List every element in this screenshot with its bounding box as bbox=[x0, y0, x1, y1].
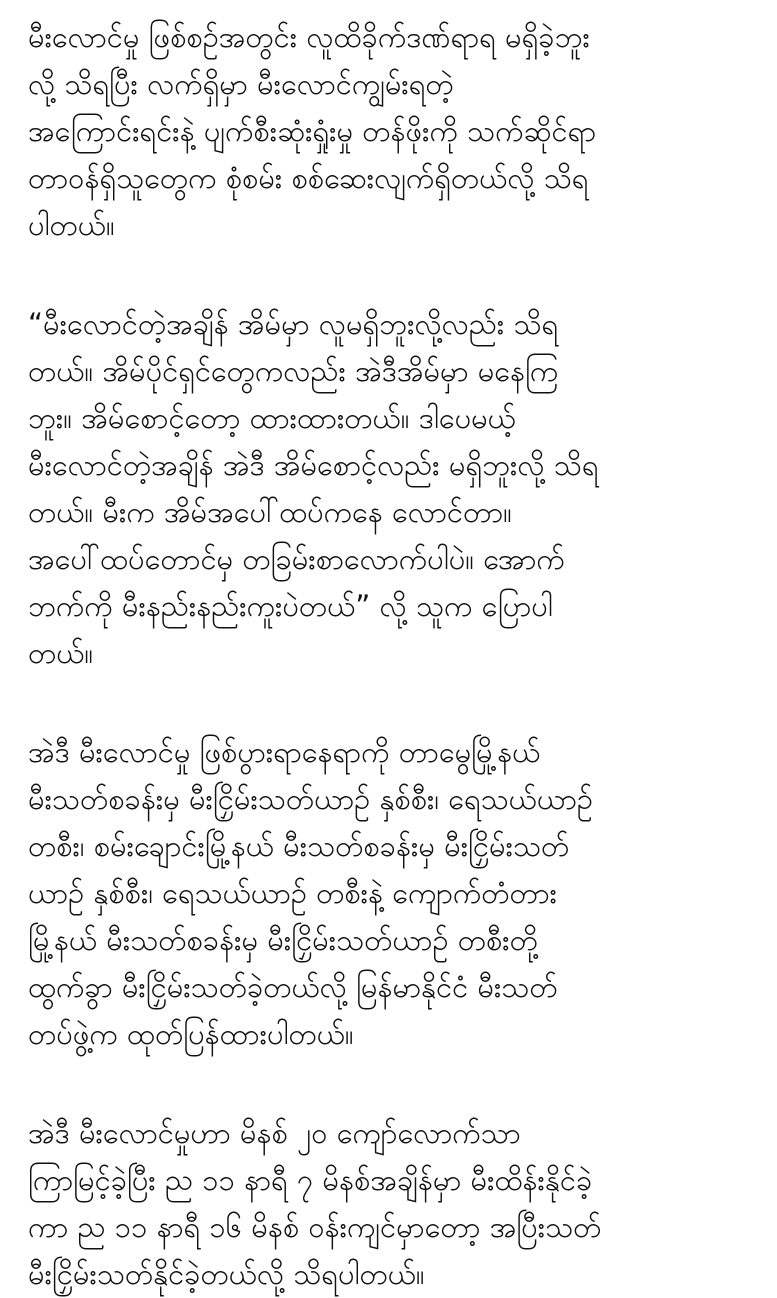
text-line: ကာ ည ၁၁ နာရီ ၁၆ မိနစ် ဝန်းကျင်မှာတော့ အပြီးသတ် bbox=[28, 1210, 602, 1244]
text-line: ပါတယ်။ bbox=[28, 208, 115, 242]
text-line: ဘူး။ အိမ်စောင့်တော့ ထားထားတယ်။ ဒါပေမယ့် bbox=[28, 401, 516, 435]
text-line: အဲဒီ မီးလောင်မှုဟာ မိနစ် ၂၀ ကျော်လောက်သာ bbox=[28, 1116, 521, 1150]
text-line: “မီးလောင်တဲ့အချိန် အိမ်မှာ လူမရှိဘူးလို့လည်း သိရ bbox=[28, 307, 559, 341]
text-line: အကြောင်းရင်းနဲ့ ပျက်စီးဆုံးရှုံးမှု တန်ဖိုးကို သက်ဆိုင်ရာ bbox=[28, 114, 597, 148]
paragraph bbox=[28, 1110, 747, 1298]
text-line: တစီး၊ စမ်းချောင်းမြို့နယ် မီးသတ်စခန်းမှ မီးငြှိမ်းသတ် bbox=[28, 829, 570, 863]
text-line: တယ်။ အိမ်ပိုင်ရှင်တွေကလည်း အဲဒီအိမ်မှာ မနေကြ bbox=[28, 354, 559, 388]
text-line: တယ်။ မီးက အိမ်အပေါ်ထပ်ကနေ လောင်တာ။ bbox=[28, 495, 512, 529]
text-line: မြို့နယ် မီးသတ်စခန်းမှ မီးငြှိမ်းသတ်ယာဉ် တစီးတို့ bbox=[28, 923, 538, 957]
text-line: မီးငြှိမ်းသတ်နိုင်ခဲ့တယ်လို့ သိရပါတယ်။ bbox=[28, 1257, 425, 1291]
text-line: မီးလောင်မှု ဖြစ်စဉ်အတွင်း လူထိခိုက်ဒဏ်ရာရ မရှိခဲ့ဘူး bbox=[28, 20, 590, 54]
text-line: ထွက်ခွာ မီးငြှိမ်းသတ်ခဲ့တယ်လို့ မြန်မာနိုင်ငံ မီးသတ် bbox=[28, 970, 558, 1004]
text-line: ယာဉ် နှစ်စီး၊ ရေသယ်ယာဉ် တစီးနဲ့ ကျောက်တံတား bbox=[28, 876, 558, 910]
text-line: ဘက်ကို မီးနည်းနည်းကူးပဲတယ်” လို့ သူက ပြောပါ bbox=[28, 589, 553, 623]
text-line: တပ်ဖွဲ့က ထုတ်ပြန်ထားပါတယ်။ bbox=[28, 1017, 354, 1051]
text-line: တာဝန်ရှိသူတွေက စုံစမ်း စစ်ဆေးလျက်ရှိတယ်လို့ သိရ bbox=[28, 161, 589, 195]
paragraph bbox=[28, 14, 747, 249]
paragraph bbox=[28, 729, 747, 1058]
paragraph bbox=[28, 301, 747, 677]
text-line: ကြာမြင့်ခဲ့ပြီး ည ၁၁ နာရီ ၇ မိနစ်အချိန်မှာ မီးထိန်းနိုင်ခဲ့ bbox=[28, 1163, 593, 1197]
text-line: မီးသတ်စခန်းမှ မီးငြှိမ်းသတ်ယာဉ် နှစ်စီး၊ ရေသယ်ယာဉ် bbox=[28, 782, 593, 816]
text-line: အဲဒီ မီးလောင်မှု ဖြစ်ပွားရာနေရာကို တာမွေမြို့နယ် bbox=[28, 735, 541, 769]
text-line: တယ်။ bbox=[28, 636, 94, 670]
text-line: လို့ သိရပြီး လက်ရှိမှာ မီးလောင်ကျွမ်းရတဲ့ bbox=[28, 67, 454, 101]
text-line: မီးလောင်တဲ့အချိန် အဲဒီ အိမ်စောင့်လည်း မရှိဘူးလို့ သိရ bbox=[28, 448, 599, 482]
text-line: အပေါ်ထပ်တောင်မှ တခြမ်းစာလောက်ပါပဲ။ အောက် bbox=[28, 542, 565, 576]
